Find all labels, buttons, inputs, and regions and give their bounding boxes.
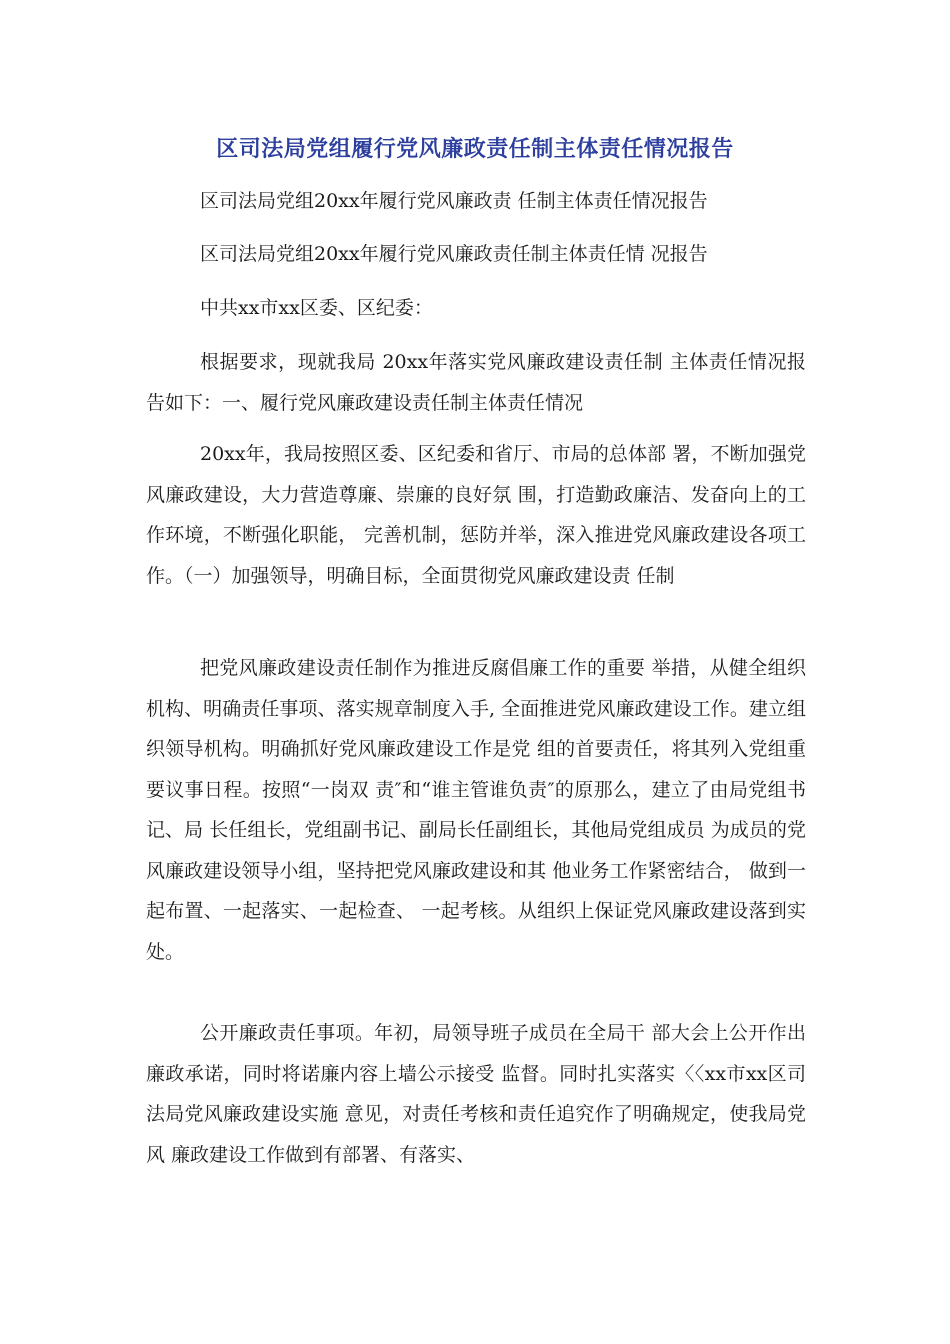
subtitle-line-2: 区司法局党组20xx年履行党风廉政责任制主体责任情 况报告	[200, 243, 708, 265]
paragraph-1: 根据要求，现就我局 20xx年落实党风廉政建设责任制 主体责任情况报告如下：一、履行党风廉政建设责任制主体责任情况	[146, 351, 806, 414]
paragraph-3: 把党风廉政建设责任制作为推进反腐倡廉工作的重要 举措，从健全组织机构、明确责任事项、落实规章制度入手, 全面推进党风廉政建设工作。建立组织领导机构。明确抓好党风廉政建设工作是党 组的首要责任，将其列入党组重要议事日程。按照“一岗双 责″和“谁主管谁负责″的原那么，建立了由局党组书记、局 长任组长，党组副书记、副局长任副组长，其他局党组成员 为成员的党风廉政建设领导小组，坚持把党风廉政建设和其 他业务工作紧密结合， 做到一起布置、一起落实、一起检查、 一起考核。从组织上保证党风廉政建设落到实处。	[146, 657, 806, 963]
paragraph-2: 20xx年，我局按照区委、区纪委和省厅、市局的总体部 署，不断加强党风廉政建设，大力营造尊廉、崇廉的良好氛 围，打造勤政廉洁、发奋向上的工作环境，不断强化职能， 完善机制，惩防并举，深入推进党风廉政建设各项工作。（一）加强领导，明确目标，全面贯彻党风廉政建设责 任制	[146, 443, 806, 587]
subtitle-line-1: 区司法局党组20xx年履行党风廉政责 任制主体责任情况报告	[200, 190, 708, 212]
paragraph-4: 公开廉政责任事项。年初，局领导班子成员在全局干 部大会上公开作出廉政承诺，同时将诺廉内容上墙公示接受 监督。同时扎实落实〈〈xx市xx区司法局党风廉政建设实施 意见，对责任考核和责任追究作了明确规定，使我局党风 廉政建设工作做到有部署、有落实、	[146, 1022, 806, 1166]
salutation: 中共xx市xx区委、区纪委：	[200, 297, 433, 319]
document-title: 区司法局党组履行党风廉政责任制主体责任情况报告	[216, 137, 734, 162]
